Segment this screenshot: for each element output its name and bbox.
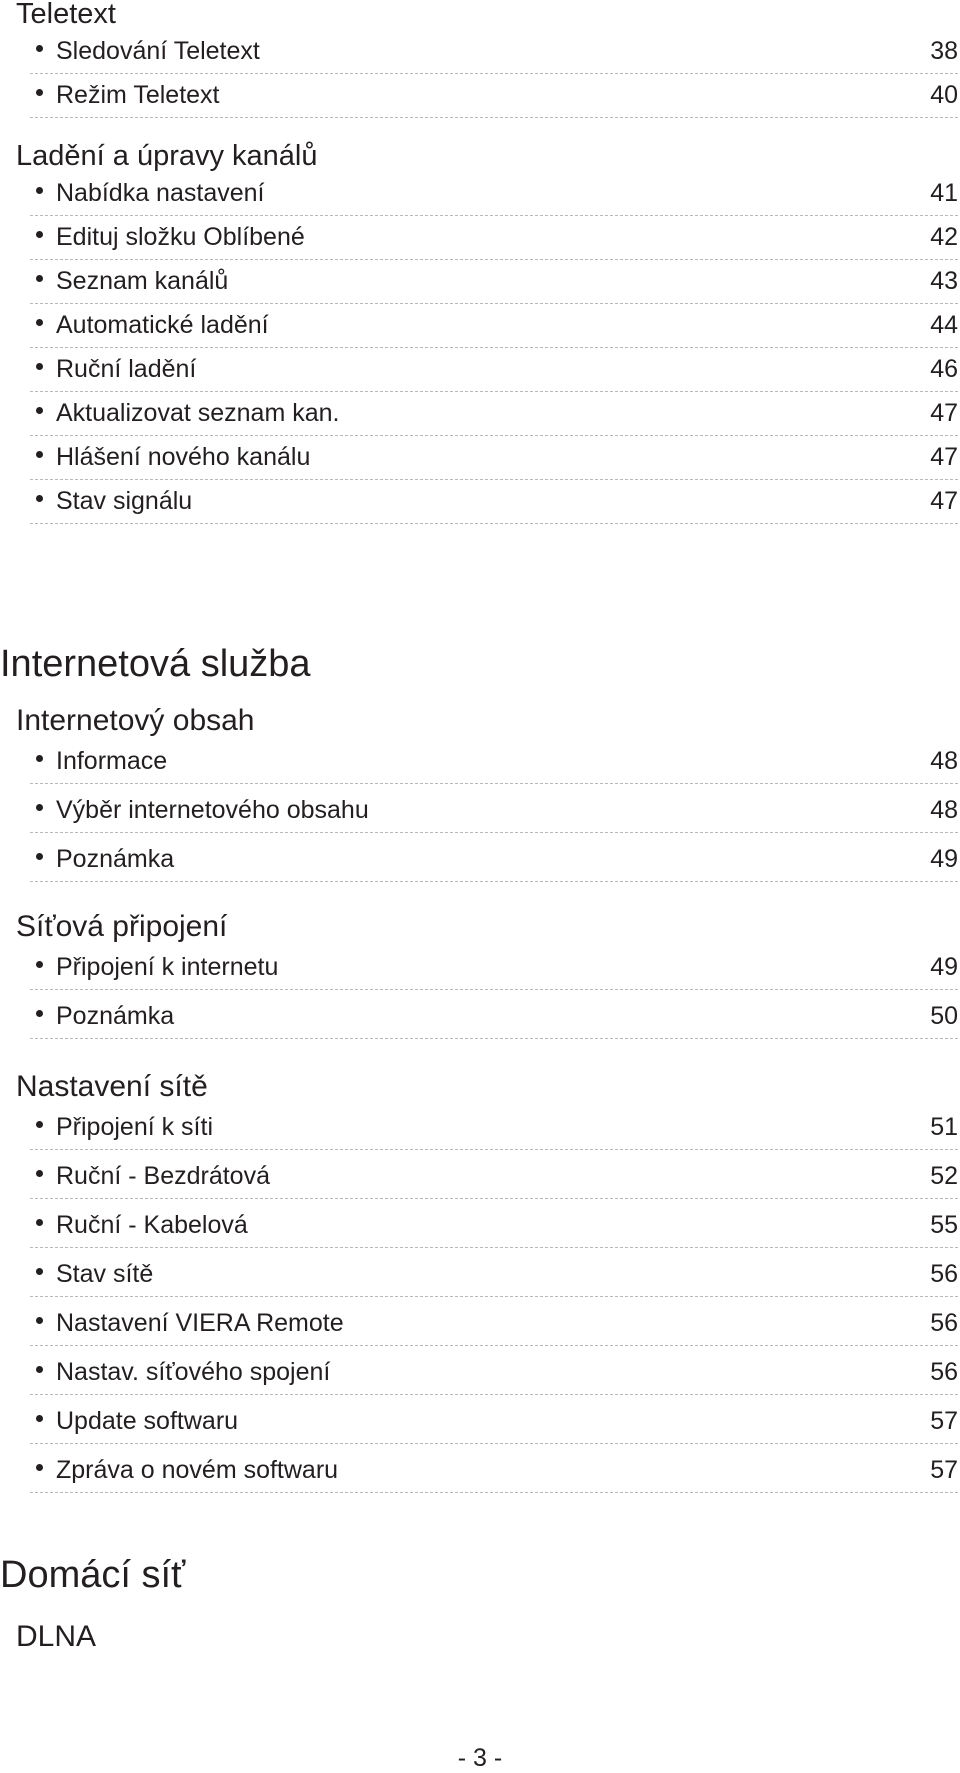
toc-entry-label: Sledování Teletext	[56, 37, 260, 65]
toc-entry-page: 40	[930, 81, 958, 109]
bullet-icon	[36, 755, 43, 762]
toc-entry[interactable]	[30, 1257, 958, 1297]
toc-entry-label: Ruční - Bezdrátová	[56, 1162, 270, 1190]
bullet-icon	[36, 275, 43, 282]
toc-entry-page: 41	[930, 179, 958, 207]
toc-entry-page: 47	[930, 399, 958, 427]
toc-entry-label: Režim Teletext	[56, 81, 220, 109]
bullet-icon	[36, 1219, 43, 1226]
bullet-icon	[36, 231, 43, 238]
toc-entry-page: 38	[930, 37, 958, 65]
toc-entry[interactable]	[30, 308, 958, 348]
toc-entry-page: 56	[930, 1260, 958, 1288]
page-number: - 3 -	[457, 1744, 503, 1772]
toc-entry-label: Update softwaru	[56, 1407, 239, 1435]
toc-entry-label: Nabídka nastavení	[56, 179, 265, 207]
toc-entry[interactable]	[30, 1306, 958, 1346]
bullet-icon	[36, 1415, 43, 1422]
toc-entry-label: Výběr internetového obsahu	[56, 796, 369, 824]
toc-entry[interactable]	[30, 1110, 958, 1150]
toc-entry[interactable]	[30, 793, 958, 833]
toc-entry-label: Ruční - Kabelová	[56, 1211, 248, 1239]
toc-entry[interactable]	[30, 34, 958, 74]
toc-entry[interactable]	[30, 264, 958, 304]
toc-entry-label: Informace	[56, 747, 168, 775]
toc-entry-label: Poznámka	[56, 845, 175, 873]
toc-entry-page: 50	[930, 1002, 958, 1030]
bullet-icon	[36, 1366, 43, 1373]
toc-entry[interactable]	[30, 1159, 958, 1199]
toc-entry[interactable]	[30, 1404, 958, 1444]
bullet-icon	[36, 45, 43, 52]
toc-entry-label: Edituj složku Oblíbené	[56, 223, 305, 251]
subsection-heading-network-settings: Nastavení sítě	[16, 1070, 208, 1103]
toc-entry[interactable]	[30, 78, 958, 118]
toc-entry-label: Připojení k síti	[56, 1113, 214, 1141]
toc-entry-page: 52	[930, 1162, 958, 1190]
toc-entry[interactable]	[30, 396, 958, 436]
toc-entry-label: Stav signálu	[56, 487, 193, 515]
toc-entry-label: Aktualizovat seznam kan.	[56, 399, 340, 427]
bullet-icon	[36, 961, 43, 968]
subsection-heading-dlna: DLNA	[16, 1620, 97, 1653]
bullet-icon	[36, 1121, 43, 1128]
toc-entry[interactable]	[30, 176, 958, 216]
bullet-icon	[36, 1268, 43, 1275]
toc-entry[interactable]	[30, 484, 958, 524]
toc-entry-page: 51	[930, 1113, 958, 1141]
chapter-title-internet-service: Internetová služba	[0, 643, 311, 685]
section-heading-channel-tuning: Ladění a úpravy kanálů	[16, 140, 318, 172]
toc-entry-page: 48	[930, 747, 958, 775]
toc-entry-label: Ruční ladění	[56, 355, 197, 383]
toc-entry-label: Poznámka	[56, 1002, 175, 1030]
toc-entry[interactable]	[30, 1208, 958, 1248]
toc-entry-label: Nastav. síťového spojení	[56, 1358, 331, 1386]
toc-entry-page: 49	[930, 845, 958, 873]
toc-entry[interactable]	[30, 440, 958, 480]
toc-entry[interactable]	[30, 1355, 958, 1395]
bullet-icon	[36, 853, 43, 860]
toc-entry-page: 48	[930, 796, 958, 824]
toc-entry-page: 49	[930, 953, 958, 981]
toc-entry-label: Připojení k internetu	[56, 953, 279, 981]
toc-entry-page: 43	[930, 267, 958, 295]
bullet-icon	[36, 1464, 43, 1471]
subsection-heading-internet-content: Internetový obsah	[16, 704, 255, 737]
subsection-heading-network-connections: Síťová připojení	[16, 910, 228, 943]
bullet-icon	[36, 451, 43, 458]
bullet-icon	[36, 804, 43, 811]
toc-entry-label: Nastavení VIERA Remote	[56, 1309, 344, 1337]
toc-entry[interactable]	[30, 744, 958, 784]
toc-entry[interactable]	[30, 220, 958, 260]
bullet-icon	[36, 495, 43, 502]
toc-entry[interactable]	[30, 352, 958, 392]
toc-entry-page: 56	[930, 1358, 958, 1386]
toc-entry-label: Zpráva o novém softwaru	[56, 1456, 339, 1484]
toc-entry-label: Stav sítě	[56, 1260, 154, 1288]
toc-entry-page: 57	[930, 1456, 958, 1484]
toc-entry-page: 46	[930, 355, 958, 383]
toc-entry[interactable]	[30, 950, 958, 990]
toc-entry-label: Automatické ladění	[56, 311, 269, 339]
bullet-icon	[36, 319, 43, 326]
bullet-icon	[36, 187, 43, 194]
bullet-icon	[36, 1317, 43, 1324]
bullet-icon	[36, 1170, 43, 1177]
bullet-icon	[36, 363, 43, 370]
bullet-icon	[36, 1010, 43, 1017]
bullet-icon	[36, 89, 43, 96]
toc-entry[interactable]	[30, 842, 958, 882]
toc-entry-page: 56	[930, 1309, 958, 1337]
chapter-title-home-network: Domácí síť	[0, 1554, 186, 1596]
toc-entry[interactable]	[30, 999, 958, 1039]
toc-entry-label: Hlášení nového kanálu	[56, 443, 311, 471]
section-heading-teletext: Teletext	[16, 0, 116, 30]
toc-entry-page: 47	[930, 443, 958, 471]
toc-entry[interactable]	[30, 1453, 958, 1493]
toc-entry-page: 44	[930, 311, 958, 339]
toc-entry-page: 55	[930, 1211, 958, 1239]
toc-entry-page: 47	[930, 487, 958, 515]
toc-entry-page: 42	[930, 223, 958, 251]
bullet-icon	[36, 407, 43, 414]
toc-entry-label: Seznam kanálů	[56, 267, 229, 295]
toc-entry-page: 57	[930, 1407, 958, 1435]
